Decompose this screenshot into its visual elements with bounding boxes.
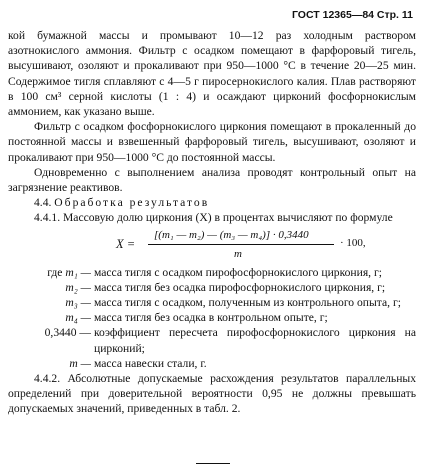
definition-row	[8, 356, 416, 371]
formula-numerator: [(m₁ — m₂) — (m₃ — m₄)] · 0,3440	[154, 228, 309, 241]
definition-symbol: m₄ —	[65, 311, 91, 325]
definition-symbol: m —	[69, 356, 91, 370]
variable-definitions	[8, 265, 416, 371]
definition-symbol: где m₁ —	[47, 265, 91, 279]
footer-rule	[196, 463, 230, 464]
section-title: Обработка результатов	[54, 196, 210, 210]
paragraph-filter: Фильтр с осадком фосфорнокислого циркония помещают в прокаленный до постоянной массы и взвешенный фарфоровый тигель, высушивают, озоляют и прокаливают при 950—1000 °C до постоянной массы.	[8, 120, 416, 164]
formula-lhs: X =	[116, 236, 136, 251]
formula-multiplier: · 100,	[340, 236, 366, 249]
definition-row	[8, 325, 416, 355]
definition-row	[8, 280, 416, 295]
paragraph-control: Одновременно с выполнением анализа проводят контрольный опыт на загрязнение реактивов.	[8, 165, 416, 195]
formula	[8, 227, 416, 265]
document-body	[8, 28, 416, 417]
definition-symbol: 0,3440 —	[44, 326, 91, 340]
definition-row	[8, 295, 416, 310]
definition-text: масса тигля без осадка в контрольном опыте, г;	[94, 311, 328, 325]
clause-4-4-1: 4.4.1. Массовую долю циркония (X) в процентах вычисляют по формуле	[34, 211, 393, 225]
definition-row	[8, 265, 416, 280]
definition-text: коэффициент пересчета пирофосфорнокислого циркония на цирконий;	[94, 326, 416, 355]
definition-text: масса тигля с осадком пирофосфорнокислого циркония, г;	[94, 265, 382, 279]
section-heading	[8, 195, 416, 210]
definition-symbol: m₃ —	[65, 296, 91, 310]
paragraph-continuation: кой бумажной массы и промывают 10—12 раз холодным раствором азотнокислого аммония. Фильтр с осадком помещают в фарфоровый тигель, высушивают, озоляют и прокаливают при 950—1000 °C в течение 20—25 мин. Содержимое тигля сплавляют с 4—5 г пиросернокислого калия. Плав растворяют в 100 см³ серной кислоты (1 : 4) и осаждают цирконий фосфорнокислым аммонием, как указано выше.	[8, 29, 416, 119]
section-number: 4.4.	[34, 196, 52, 210]
definition-row	[8, 310, 416, 325]
clause-4-4-2: 4.4.2. Абсолютные допускаемые расхождения результатов параллельных определений при доверительной вероятности 0,95 не должны превышать допускаемых значений, приведенных в табл. 2.	[8, 372, 416, 416]
page-header: ГОСТ 12365—84 Стр. 11	[291, 9, 413, 21]
where-prefix: где	[47, 265, 63, 279]
definition-symbol: m₂ —	[65, 280, 91, 294]
definition-text: масса тигля с осадком, полученным из контрольного опыта, г;	[94, 296, 401, 310]
definition-text: масса тигля без осадка пирофосфорнокислого циркония, г;	[94, 280, 386, 294]
formula-denominator: m	[234, 247, 242, 260]
definition-text: масса навески стали, г.	[94, 356, 207, 370]
fraction-bar	[148, 244, 334, 245]
